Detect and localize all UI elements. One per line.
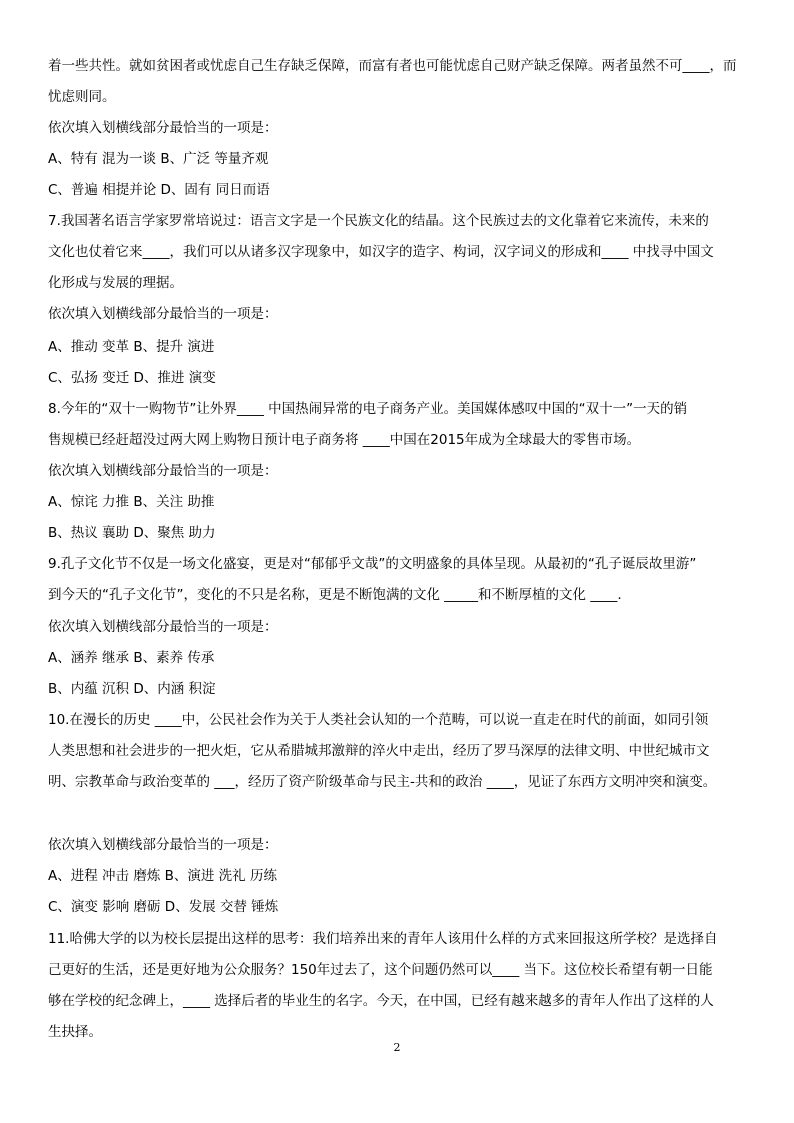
question-prompt: 依次填入划横线部分最恰当的一项是： (48, 619, 278, 635)
text-line: 人类思想和社会进步的一把火炬，它从希腊城邦激辩的淬火中走出，经历了罗马深厚的法律文明、中世纪城市文 (48, 743, 710, 759)
question-prompt: 依次填入划横线部分最恰当的一项是： (48, 306, 278, 322)
question-7: 7.我国著名语言学家罗常培说过：语言文字是一个民族文化的结晶。这个民族过去的文化靠着它来流传，未来的 (48, 213, 709, 229)
question-prompt: 依次填入划横线部分最恰当的一项是： (48, 463, 278, 479)
answer-options: C、演变 影响 磨砺 D、发展 交替 锤炼 (48, 899, 279, 915)
answer-options: A、惊诧 力推 B、关注 助推 (48, 494, 215, 510)
question-9: 9.孔子文化节不仅是一场文化盛宴，更是对“郁郁乎文哉”的文明盛象的具体呈现。从最初的“孔子诞辰故里游” (48, 556, 697, 572)
text-line: 文化也仗着它来____，我们可以从诸多汉字现象中，如汉字的造字、构词，汉字词义的形成和____ 中找寻中国文 (48, 244, 714, 260)
answer-options: A、特有 混为一谈 B、广泛 等量齐观 (48, 151, 269, 167)
text-line: 生抉择。 (48, 1024, 102, 1040)
answer-options: C、普遍 相提并论 D、固有 同日而语 (48, 182, 270, 198)
answer-options: A、涵养 继承 B、素养 传承 (48, 650, 215, 666)
text-line: 明、宗教革命与政治变革的 ___，经历了资产阶级革命与民主-共和的政治 ____，见证了东西方文明冲突和演变。 (48, 774, 717, 790)
text-line: 够在学校的纪念碑上，____ 选择后者的毕业生的名字。今天，在中国，已经有越来越多的青年人作出了这样的人 (48, 993, 714, 1009)
question-11: 11.哈佛大学的以为校长层提出这样的思考：我们培养出来的青年人该用什么样的方式来回报这所学校？是选择自 (48, 931, 718, 947)
text-line: 到今天的“孔子文化节”，变化的不只是名称，更是不断饱满的文化 _____和不断厚植的文化 ____. (48, 587, 622, 603)
text-line: 忧虑则同。 (48, 89, 116, 105)
text-line: 着一些共性。就如贫困者或忧虑自己生存缺乏保障，而富有者也可能忧虑自己财产缺乏保障。两者虽然不可____，而 (48, 58, 737, 74)
page-number: 2 (393, 1041, 401, 1054)
question-prompt: 依次填入划横线部分最恰当的一项是： (48, 120, 278, 136)
answer-options: C、弘扬 变迁 D、推进 演变 (48, 370, 216, 386)
question-10: 10.在漫长的历史 ____中，公民社会作为关于人类社会认知的一个范畴，可以说一直走在时代的前面，如同引领 (48, 712, 709, 728)
text-line: 化形成与发展的理据。 (48, 275, 183, 291)
text-line: 售规模已经赶超没过两大网上购物日预计电子商务将 ____中国在2015年成为全球最大的零售市场。 (48, 432, 641, 448)
answer-options: B、热议 襄助 D、聚焦 助力 (48, 525, 216, 541)
question-8: 8.今年的“双十一购物节”让外界____ 中国热闹异常的电子商务产业。美国媒体感叹中国的“双十一”一天的销 (48, 401, 688, 417)
answer-options: A、推动 变革 B、提升 演进 (48, 339, 215, 355)
text-line: 己更好的生活，还是更好地为公众服务？150年过去了，这个问题仍然可以____ 当下。这位校长希望有朝一日能 (48, 962, 713, 978)
answer-options: A、进程 冲击 磨炼 B、演进 洗礼 历练 (48, 868, 277, 884)
answer-options: B、内蕴 沉积 D、内涵 积淀 (48, 681, 216, 697)
question-prompt: 依次填入划横线部分最恰当的一项是： (48, 837, 278, 853)
